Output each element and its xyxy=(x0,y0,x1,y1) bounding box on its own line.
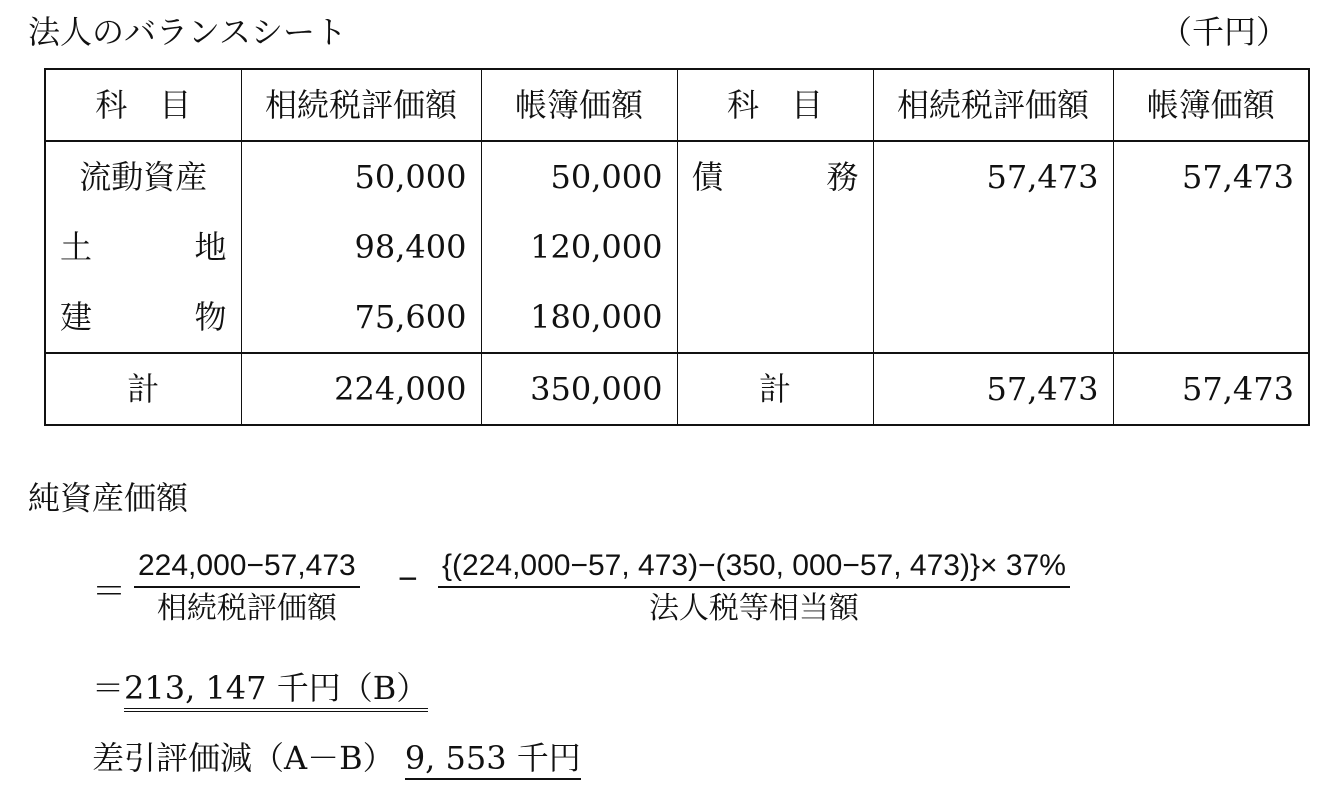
fraction-eval xyxy=(134,546,360,630)
header-cell: 科 目 xyxy=(45,69,241,141)
liability-name-left: 債 xyxy=(691,158,724,196)
net-assets-result xyxy=(92,668,428,708)
fraction-eval-denominator: 相続税評価額 xyxy=(156,592,337,625)
liability-eval-cell: 57,473 xyxy=(873,141,1113,212)
asset-name-left: 土 xyxy=(60,228,93,266)
fraction-tax xyxy=(438,546,1070,630)
liability-name-right: 務 xyxy=(826,158,859,196)
result-equals: ＝ xyxy=(92,669,125,707)
total-liability-book-cell: 57,473 xyxy=(1113,353,1309,425)
empty-cell xyxy=(1113,282,1309,353)
empty-cell xyxy=(677,282,873,353)
header-cell: 帳簿価額 xyxy=(1113,69,1309,141)
empty-cell xyxy=(677,212,873,282)
header-cell: 相続税評価額 xyxy=(241,69,481,141)
table-header-row xyxy=(45,69,1309,141)
table-row xyxy=(45,141,1309,212)
asset-book-cell: 180,000 xyxy=(481,282,677,353)
header-cell: 相続税評価額 xyxy=(873,69,1113,141)
liability-book-cell: 57,473 xyxy=(1113,141,1309,212)
valuation-difference xyxy=(92,738,581,778)
minus-sign: − xyxy=(398,560,418,598)
unit-label: （千円） xyxy=(1160,13,1289,51)
fraction-tax-denominator: 法人税等相当額 xyxy=(648,592,859,625)
total-asset-book-cell: 350,000 xyxy=(481,353,677,425)
asset-name-right: 物 xyxy=(194,298,227,336)
header-cell: 科 目 xyxy=(677,69,873,141)
equals-sign: ＝ xyxy=(92,573,126,611)
total-liability-label-cell: 計 xyxy=(677,353,873,425)
liability-name-cell xyxy=(677,141,873,212)
asset-eval-cell: 98,400 xyxy=(241,212,481,282)
asset-book-cell: 50,000 xyxy=(481,141,677,212)
asset-name-left: 建 xyxy=(60,298,93,336)
asset-book-cell: 120,000 xyxy=(481,212,677,282)
difference-label: 差引評価減（A－B） xyxy=(92,739,395,777)
table-row xyxy=(45,282,1309,353)
asset-name-cell xyxy=(45,212,241,282)
asset-eval-cell: 75,600 xyxy=(241,282,481,353)
result-value: 213, 147 千円（B） xyxy=(124,669,428,712)
total-label-cell: 計 xyxy=(45,353,241,425)
empty-cell xyxy=(873,212,1113,282)
asset-name-right: 地 xyxy=(194,228,227,266)
empty-cell xyxy=(1113,212,1309,282)
header-cell: 帳簿価額 xyxy=(481,69,677,141)
difference-value: 9, 553 千円 xyxy=(405,739,581,780)
table-row xyxy=(45,212,1309,282)
asset-name-cell xyxy=(45,282,241,353)
fraction-eval-numerator: 224,000−57,473 xyxy=(134,546,360,588)
total-row xyxy=(45,353,1309,425)
asset-name-cell: 流動資産 xyxy=(45,141,241,212)
fraction-tax-numerator: {(224,000−57, 473)−(350, 000−57, 473)}× 37% xyxy=(438,546,1070,588)
empty-cell xyxy=(873,282,1113,353)
net-assets-heading: 純資産価額 xyxy=(28,479,189,517)
balance-sheet-table xyxy=(44,68,1310,426)
total-asset-eval-cell: 224,000 xyxy=(241,353,481,425)
page-title: 法人のバランスシート xyxy=(28,13,348,51)
asset-eval-cell: 50,000 xyxy=(241,141,481,212)
total-liability-eval-cell: 57,473 xyxy=(873,353,1113,425)
